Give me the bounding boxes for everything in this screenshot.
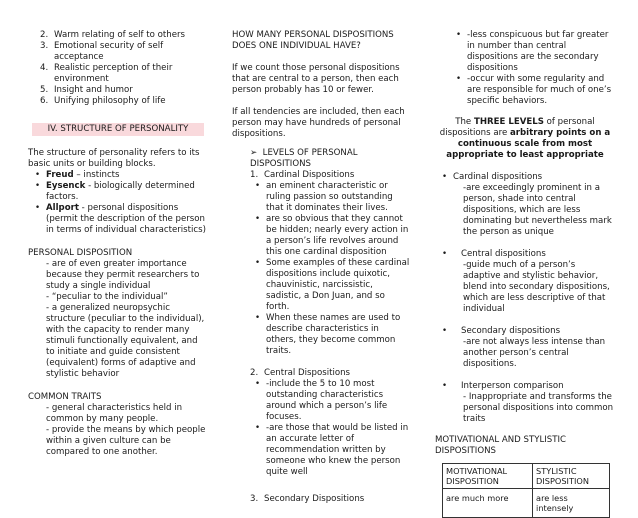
list-item: • Some examples of these cardinal dispositions include quixotic, chauvinistic, narcissistic, sadistic, a Don Juan, and so forth. <box>255 258 410 312</box>
question-heading: HOW MANY PERSONAL DISPOSITIONS DOES ONE INDIVIDUAL HAVE? <box>232 30 394 51</box>
disposition-table <box>442 463 610 518</box>
cardinal-list <box>232 181 410 357</box>
list-item: • Cardinal dispositions -are exceedingly prominent in a person, shade into central dispositions, which are less dominating but nevertheless mark the person as unique <box>435 172 615 238</box>
list-item: 3. Emotional security of self acceptance <box>40 41 164 62</box>
list-item: • -are those that would be listed in an accurate letter of recommendation written by someone who knew the person quite well <box>255 423 409 477</box>
three-levels-paragraph: The THREE LEVELS of personal dispositions are arbitrary points on a continuous scale from most appropriate to least appropriate <box>439 117 611 160</box>
list-item: • When these names are used to describe characteristics in others, they become common traits. <box>255 313 401 356</box>
personal-disposition-heading: PERSONAL DISPOSITION <box>28 248 133 258</box>
level-title: Cardinal dispositions <box>453 172 543 182</box>
list-item: • Secondary dispositions -are not always less intense than another person’s central dispositions. <box>435 326 615 370</box>
list-item: • Eysenck - biologically determined factors. <box>35 181 195 202</box>
list-item: 4. Realistic perception of their environment <box>40 63 173 84</box>
level-title: Secondary dispositions <box>461 326 561 336</box>
list-item: • Interperson comparison - Inappropriate and transforms the personal dispositions into common traits <box>442 381 614 424</box>
list-item: 2. Central Dispositions <box>250 368 351 378</box>
list-item: 2. Warm relating of self to others <box>40 30 186 40</box>
level-title: Interperson comparison <box>461 381 564 391</box>
list-item: 1. Cardinal Dispositions <box>250 170 355 180</box>
table-header-row <box>443 464 610 489</box>
table-cell: are less intensely <box>533 489 610 518</box>
paragraph: If all tendencies are included, then each person may have hundreds of personal dispositions. <box>232 107 405 139</box>
column-2 <box>232 0 410 504</box>
level-desc: -are exceedingly prominent in a person, shade into central dispositions, which are less dominating but nevertheless mark the person as unique <box>463 183 612 237</box>
list-item: 3. Secondary Dispositions <box>250 494 365 504</box>
motivational-stylistic-heading: MOTIVATIONAL AND STYLISTIC DISPOSITIONS <box>435 435 567 456</box>
levels-heading: ➢ LEVELS OF PERSONAL DISPOSITIONS <box>250 148 358 169</box>
list-item: • -less conspicuous but far greater in number than central dispositions are the secondary dispositions <box>456 30 609 73</box>
list-item: • -occur with some regularity and are responsible for much of one’s specific behaviors. <box>456 74 612 106</box>
level-title: Central dispositions <box>461 249 546 259</box>
structure-intro: The structure of personality refers to its basic units or building blocks. <box>28 148 200 169</box>
pd-line: - are of even greater importance because they permit researchers to study a single individual <box>46 259 200 291</box>
list-item: • Freud – instincts <box>35 170 120 180</box>
list-item: • are so obvious that they cannot be hidden; nearly every action in a person’s life revolves around this one cardinal disposition <box>255 214 409 257</box>
list-item: 5. Insight and humor <box>40 85 133 95</box>
table-cell: are much more <box>443 489 533 518</box>
level-desc: -are not always less intense than another person’s central dispositions. <box>463 337 606 369</box>
philosophy-list <box>28 30 208 107</box>
column-3 <box>435 0 615 513</box>
list-item: • -include the 5 to 10 most outstanding characteristics around which a person’s life focuses. <box>255 379 388 422</box>
list-item: • an eminent characteristic or ruling passion so outstanding that it dominates their lives. <box>255 181 393 213</box>
column-1 <box>28 0 208 493</box>
secondary-dispositions-list <box>435 30 615 107</box>
section-heading: IV. STRUCTURE OF PERSONALITY <box>32 123 204 136</box>
list-item: • Central dispositions -guide much of a person’s adaptive and stylistic behavior, blend into secondary dispositions, which are less descriptive of that individual <box>435 249 615 315</box>
central-section <box>232 368 410 379</box>
paragraph: If we count those personal dispositions that are central to a person, then each person probably has 10 or fewer. <box>232 63 400 95</box>
common-traits-heading: COMMON TRAITS <box>28 392 102 402</box>
table-header-cell: MOTIVATIONAL DISPOSITION <box>443 464 533 489</box>
levels-list <box>435 172 615 425</box>
pd-line: - “peculiar to the individual” <box>46 292 168 302</box>
cardinal-section <box>232 170 410 181</box>
central-list <box>232 379 410 478</box>
list-item: 6. Unifying philosophy of life <box>40 96 166 106</box>
table-header-cell: STYLISTIC DISPOSITION <box>533 464 610 489</box>
ct-line: - provide the means by which people within a given culture can be compared to one another. <box>46 425 206 457</box>
level-desc: -guide much of a person’s adaptive and stylistic behavior, blend into secondary dispositions, which are less descriptive of that individual <box>463 260 610 314</box>
secondary-section <box>232 494 410 505</box>
building-blocks-list <box>28 170 208 236</box>
list-item: • Allport - personal dispositions (permit the description of the person in terms of individual characteristics) <box>35 203 206 235</box>
pd-line: - a generalized neuropsychic structure (peculiar to the individual), with the capacity to render many stimuli functionally equivalent, and to initiate and guide consistent (equivalent) forms of adaptive and stylistic behavior <box>46 303 205 379</box>
ct-line: - general characteristics held in common by many people. <box>46 403 183 424</box>
level-desc: - Inappropriate and transforms the personal dispositions into common traits <box>463 392 614 424</box>
arrow-bullet-icon: ➢ <box>250 148 258 158</box>
